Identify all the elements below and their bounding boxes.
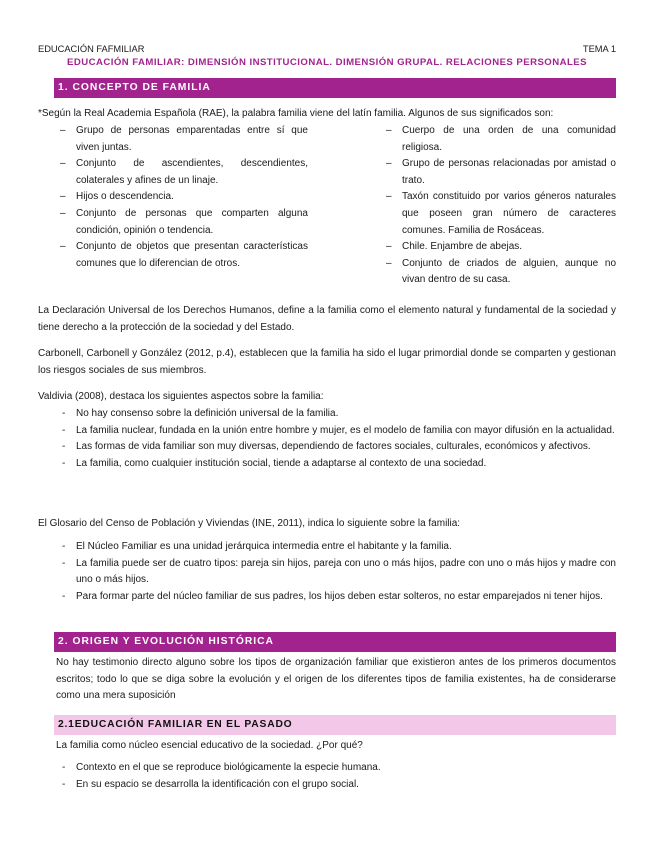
glosario-list [38,539,616,605]
list-item: – Grupo de personas relacionadas por amistad o trato. [364,156,616,189]
list-item: – Cuerpo de una orden de una comunidad religiosa. [364,123,616,156]
header-topic-number: TEMA 1 [582,44,616,54]
list-item: - En su espacio se desarrolla la identificación con el grupo social. [38,777,616,794]
list-item: – Hijos o descendencia. [38,189,308,206]
section-2-1-list [38,760,616,793]
list-item: – Taxón constituido por varios géneros naturales que poseen gran número de caracteres comunes. Familia de Rosáceas. [364,189,616,239]
list-item: - La familia puede ser de cuatro tipos: pareja sin hijos, pareja con uno o más hijos, padre con uno o más hijos y madre con uno o más hijos. [38,556,616,589]
rae-definitions-left-column [38,123,308,272]
dudh-paragraph: La Declaración Universal de los Derechos Humanos, define a la familia como el elemento natural y fundamental de la sociedad y tiene derecho a la protección de la sociedad y del Estado. [38,305,616,333]
list-item: - El Núcleo Familiar es una unidad jerárquica intermedia entre el habitante y la familia. [38,539,616,556]
list-item: - La familia, como cualquier institución social, tiende a adaptarse al contexto de una sociedad. [38,456,616,473]
rae-definitions [38,123,616,293]
document-subtitle: EDUCACIÓN FAMILIAR: DIMENSIÓN INSTITUCIONAL. DIMENSIÓN GRUPAL. RELACIONES PERSONALES [67,57,587,68]
section-2-1-heading: 2.1EDUCACIÓN FAMILIAR EN EL PASADO [54,715,616,735]
list-item: – Conjunto de criados de alguien, aunque no vivan dentro de su casa. [364,256,616,289]
valdivia-list [38,406,616,472]
list-item: – Conjunto de ascendientes, descendientes, colaterales y afines de un linaje. [38,156,308,189]
header-course-name: EDUCACIÓN FAFMILIAR [38,44,145,54]
list-item: - Las formas de vida familiar son muy diversas, dependiendo de factores sociales, culturales, económicos y afectivos. [38,439,616,456]
section-2-1-intro: La familia como núcleo esencial educativo de la sociedad. ¿Por qué? [56,740,363,751]
valdivia-intro: Valdivia (2008), destaca los siguientes aspectos sobre la familia: [38,391,324,402]
section-1-heading: 1. CONCEPTO DE FAMILIA [54,78,616,98]
carbonell-paragraph: Carbonell, Carbonell y González (2012, p.4), establecen que la familia ha sido el lugar primordial donde se comparten y gestionan los riesgos sociales de sus miembros. [38,348,616,376]
list-item: – Grupo de personas emparentadas entre sí que viven juntas. [38,123,308,156]
list-item: – Conjunto de personas que comparten alguna condición, opinión o tendencia. [38,206,308,239]
list-item: - La familia nuclear, fundada en la unión entre hombre y mujer, es el modelo de familia con mayor difusión en la actualidad. [38,423,616,440]
glosario-intro: El Glosario del Censo de Población y Viviendas (INE, 2011), indica lo siguiente sobre la familia: [38,518,461,529]
list-item: - Contexto en el que se reproduce biológicamente la especie humana. [38,760,616,777]
section-2-heading: 2. ORIGEN Y EVOLUCIÓN HISTÓRICA [54,632,616,652]
section-2-paragraph: No hay testimonio directo alguno sobre los tipos de organización familiar que existieron antes de los primeros documentos escritos; todo lo que se diga sobre la evolución y el origen de los diferentes tipos de familia existentes, ha de considerarse como una mera suposición [56,657,616,702]
list-item: – Conjunto de objetos que presentan características comunes que lo diferencian de otros. [38,239,308,272]
list-item: - Para formar parte del núcleo familiar de sus padres, los hijos deben estar solteros, no estar emparejados ni tener hijos. [38,589,616,606]
rae-definitions-right-column [364,123,616,289]
rae-intro: *Según la Real Academia Española (RAE), la palabra familia viene del latín familia. Algunos de sus significados son: [38,108,554,119]
list-item: - No hay consenso sobre la definición universal de la familia. [38,406,616,423]
list-item: – Chile. Enjambre de abejas. [364,239,616,256]
